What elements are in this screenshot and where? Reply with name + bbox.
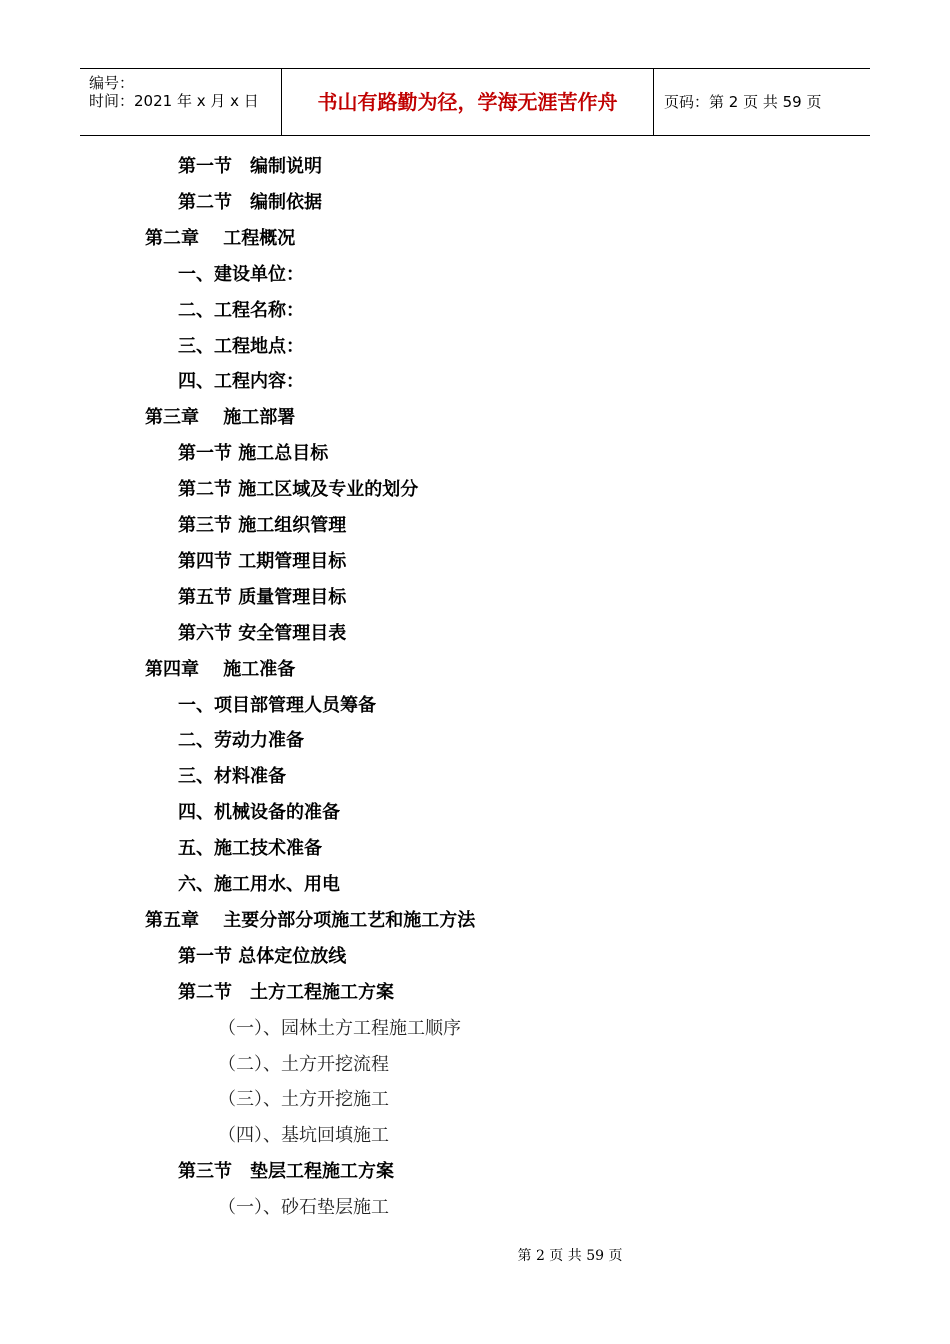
toc-entry: 一、项目部管理人员筹备 <box>178 695 376 716</box>
toc-entry: 第一节 编制说明 <box>178 156 322 177</box>
toc-entry: 二、劳动力准备 <box>178 730 304 751</box>
toc-entry: 第二节 土方工程施工方案 <box>178 982 394 1003</box>
header-meta-cell <box>80 69 282 135</box>
toc-entry: 三、材料准备 <box>178 766 286 787</box>
toc-entry: （四）、基坑回填施工 <box>218 1125 389 1146</box>
toc-entry: 第二章 工程概况 <box>145 228 296 249</box>
toc-entry: 第五章 主要分部分项施工艺和施工方法 <box>145 910 476 931</box>
toc-entry: 四、工程内容： <box>178 371 304 392</box>
toc-entry: 第三章 施工部署 <box>145 407 296 428</box>
toc-entry: 五、施工技术准备 <box>178 838 322 859</box>
toc-entry: 六、施工用水、用电 <box>178 874 340 895</box>
page-footer: 第 2 页 共 59 页 <box>517 1248 623 1264</box>
toc-entry: （一）、砂石垫层施工 <box>218 1197 389 1218</box>
toc-entry: 第四节 工期管理目标 <box>178 551 347 572</box>
toc-entry: 第一节 总体定位放线 <box>178 946 347 967</box>
header-page-info: 页码：第 2 页 共 59 页 <box>664 93 822 111</box>
toc-entry: 第五节 质量管理目标 <box>178 587 347 608</box>
page-header <box>80 68 870 136</box>
header-motto: 书山有路勤为径，学海无涯苦作舟 <box>282 69 654 135</box>
toc-entry: 第三节 施工组织管理 <box>178 515 347 536</box>
toc-entry: 第六节 安全管理目表 <box>178 623 347 644</box>
toc-entry: 二、工程名称： <box>178 300 304 321</box>
document-number-label: 编号： <box>89 74 135 92</box>
toc-entry: （三）、土方开挖施工 <box>218 1089 389 1110</box>
toc-entry: 三、工程地点： <box>178 336 304 357</box>
toc-entry: （二）、土方开挖流程 <box>218 1054 389 1075</box>
toc-entry: 四、机械设备的准备 <box>178 802 340 823</box>
toc-entry: 第二节 施工区域及专业的划分 <box>178 479 419 500</box>
toc-entry: 第四章 施工准备 <box>145 659 296 680</box>
toc-entry: （一）、园林土方工程施工顺序 <box>218 1018 461 1039</box>
toc-entry: 第三节 垫层工程施工方案 <box>178 1161 394 1182</box>
document-date-label: 时间：2021 年 x 月 x 日 <box>89 92 259 110</box>
toc-entry: 第二节 编制依据 <box>178 192 322 213</box>
toc-entry: 一、建设单位： <box>178 264 304 285</box>
toc-entry: 第一节 施工总目标 <box>178 443 329 464</box>
